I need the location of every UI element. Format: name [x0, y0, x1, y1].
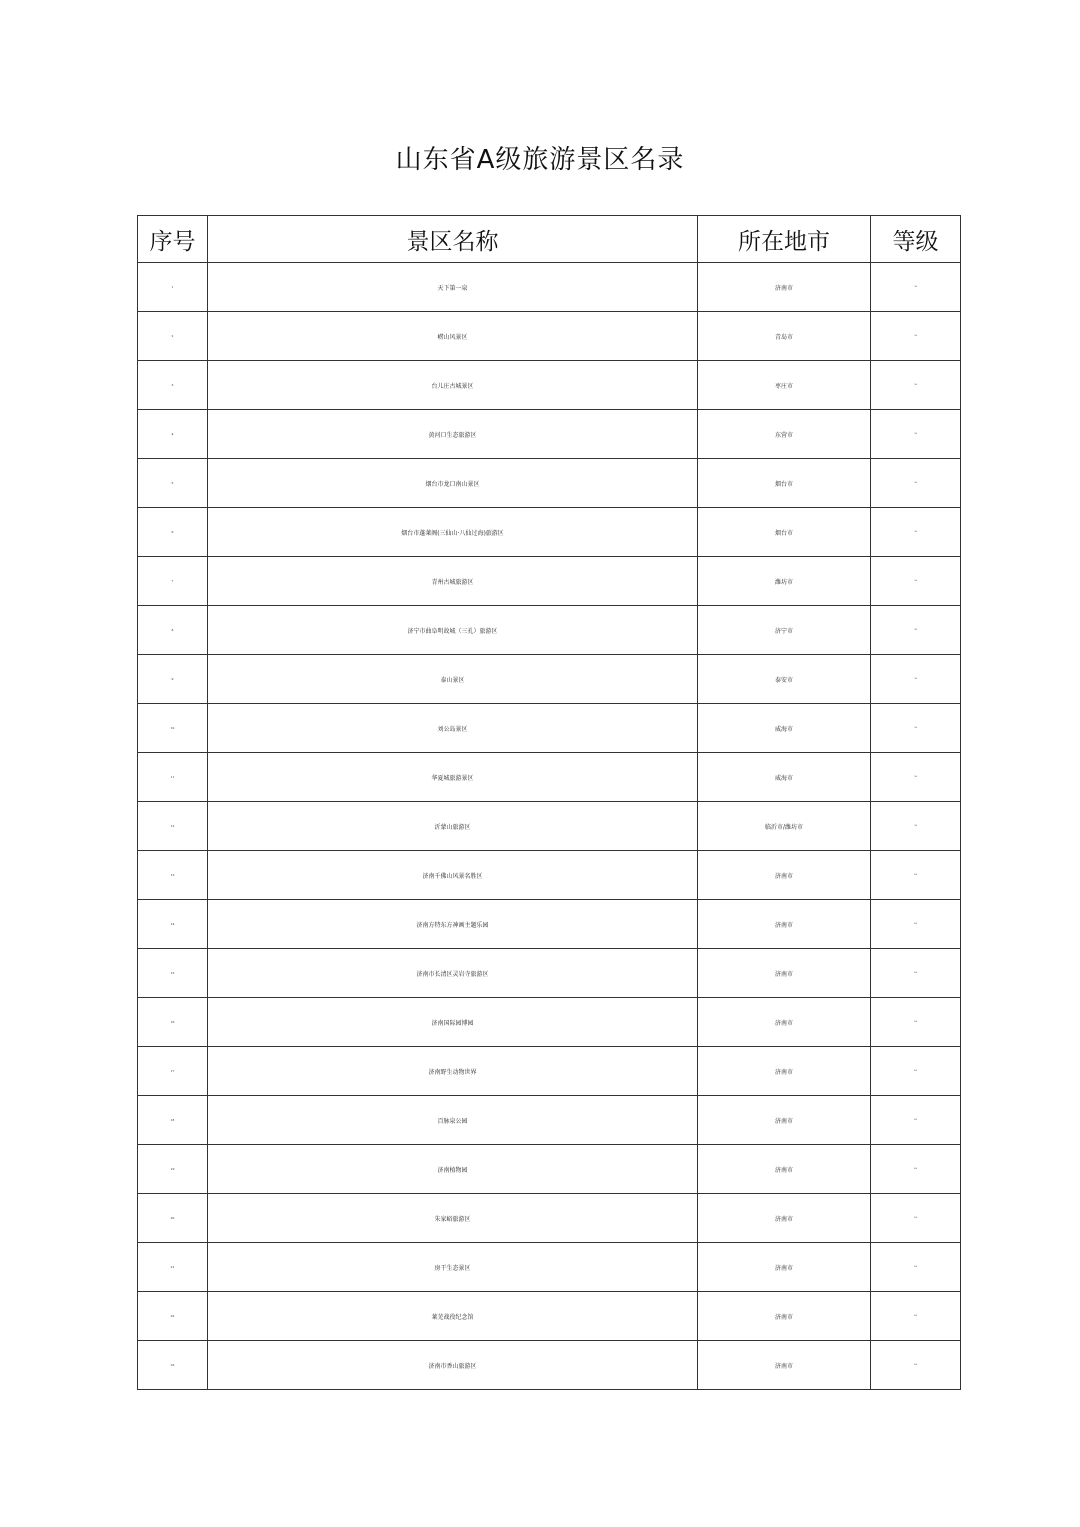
table-row — [138, 949, 961, 998]
name-cell: 莱芜战役纪念馆 — [208, 1292, 698, 1341]
table-row — [138, 1145, 961, 1194]
level-cell: 4A — [871, 900, 961, 949]
table-row — [138, 704, 961, 753]
city-cell: 烟台市 — [698, 508, 871, 557]
name-cell: 华夏城旅游景区 — [208, 753, 698, 802]
num-cell: 20 — [138, 1194, 208, 1243]
city-cell: 泰安市 — [698, 655, 871, 704]
name-cell: 泰山景区 — [208, 655, 698, 704]
name-cell: 济南千佛山风景名胜区 — [208, 851, 698, 900]
num-cell: 2 — [138, 312, 208, 361]
city-cell: 济南市 — [698, 1194, 871, 1243]
header-level: 等级 — [871, 216, 961, 263]
name-cell: 济南野生动物世界 — [208, 1047, 698, 1096]
level-cell: 4A — [871, 949, 961, 998]
table-row — [138, 1096, 961, 1145]
num-cell: 8 — [138, 606, 208, 655]
table-header-row — [138, 216, 961, 263]
header-name: 景区名称 — [208, 216, 698, 263]
name-cell: 沂蒙山旅游区 — [208, 802, 698, 851]
table-row — [138, 900, 961, 949]
city-cell: 济南市 — [698, 1096, 871, 1145]
level-cell: 4A — [871, 851, 961, 900]
city-cell: 济宁市 — [698, 606, 871, 655]
name-cell: 济宁市曲阜明故城（三孔）旅游区 — [208, 606, 698, 655]
num-cell: 12 — [138, 802, 208, 851]
level-cell: 4A — [871, 1096, 961, 1145]
name-cell: 济南市长清区灵岩寺旅游区 — [208, 949, 698, 998]
num-cell: 19 — [138, 1145, 208, 1194]
city-cell: 烟台市 — [698, 459, 871, 508]
level-cell: 5A — [871, 263, 961, 312]
num-cell: 13 — [138, 851, 208, 900]
city-cell: 济南市 — [698, 900, 871, 949]
name-cell: 烟台市龙口南山景区 — [208, 459, 698, 508]
num-cell: 14 — [138, 900, 208, 949]
name-cell: 青州古城旅游区 — [208, 557, 698, 606]
level-cell: 4A — [871, 1243, 961, 1292]
level-cell: 5A — [871, 606, 961, 655]
city-cell: 济南市 — [698, 1145, 871, 1194]
city-cell: 济南市 — [698, 263, 871, 312]
num-cell: 16 — [138, 998, 208, 1047]
table-row — [138, 459, 961, 508]
num-cell: 5 — [138, 459, 208, 508]
num-cell: 21 — [138, 1243, 208, 1292]
num-cell: 18 — [138, 1096, 208, 1145]
city-cell: 济南市 — [698, 1292, 871, 1341]
city-cell: 济南市 — [698, 998, 871, 1047]
city-cell: 济南市 — [698, 949, 871, 998]
level-cell: 5A — [871, 802, 961, 851]
table-row — [138, 1292, 961, 1341]
level-cell: 5A — [871, 312, 961, 361]
num-cell: 15 — [138, 949, 208, 998]
num-cell: 11 — [138, 753, 208, 802]
level-cell: 5A — [871, 557, 961, 606]
num-cell: 17 — [138, 1047, 208, 1096]
city-cell: 济南市 — [698, 851, 871, 900]
name-cell: 崂山风景区 — [208, 312, 698, 361]
header-num: 序号 — [138, 216, 208, 263]
level-cell: 5A — [871, 361, 961, 410]
header-city: 所在地市 — [698, 216, 871, 263]
name-cell: 刘公岛景区 — [208, 704, 698, 753]
table-row — [138, 1047, 961, 1096]
level-cell: 4A — [871, 1145, 961, 1194]
city-cell: 威海市 — [698, 753, 871, 802]
city-cell: 青岛市 — [698, 312, 871, 361]
table-row — [138, 1243, 961, 1292]
table-row — [138, 361, 961, 410]
num-cell: 23 — [138, 1341, 208, 1390]
table-row — [138, 753, 961, 802]
city-cell: 枣庄市 — [698, 361, 871, 410]
level-cell: 4A — [871, 1292, 961, 1341]
table-row — [138, 1194, 961, 1243]
city-cell: 济南市 — [698, 1341, 871, 1390]
city-cell: 威海市 — [698, 704, 871, 753]
name-cell: 济南国际园博园 — [208, 998, 698, 1047]
num-cell: 4 — [138, 410, 208, 459]
name-cell: 济南市香山旅游区 — [208, 1341, 698, 1390]
table-row — [138, 655, 961, 704]
name-cell: 朱家峪旅游区 — [208, 1194, 698, 1243]
name-cell: 济南方特东方神画主题乐园 — [208, 900, 698, 949]
city-cell: 潍坊市 — [698, 557, 871, 606]
num-cell: 6 — [138, 508, 208, 557]
num-cell: 9 — [138, 655, 208, 704]
table-row — [138, 263, 961, 312]
scenic-area-table — [137, 215, 961, 1390]
table-row — [138, 851, 961, 900]
city-cell: 济南市 — [698, 1243, 871, 1292]
level-cell: 4A — [871, 1341, 961, 1390]
table-row — [138, 508, 961, 557]
name-cell: 济南植物园 — [208, 1145, 698, 1194]
table-row — [138, 998, 961, 1047]
level-cell: 5A — [871, 704, 961, 753]
city-cell: 东营市 — [698, 410, 871, 459]
table-row — [138, 1341, 961, 1390]
name-cell: 黄河口生态旅游区 — [208, 410, 698, 459]
num-cell: 3 — [138, 361, 208, 410]
table-row — [138, 410, 961, 459]
level-cell: 5A — [871, 459, 961, 508]
num-cell: 7 — [138, 557, 208, 606]
level-cell: 5A — [871, 508, 961, 557]
page-title: 山东省A级旅游景区名录 — [395, 145, 685, 175]
name-cell: 台儿庄古城景区 — [208, 361, 698, 410]
city-cell: 临沂市/潍坊市 — [698, 802, 871, 851]
table-row — [138, 557, 961, 606]
table-row — [138, 802, 961, 851]
level-cell: 4A — [871, 1194, 961, 1243]
level-cell: 5A — [871, 410, 961, 459]
name-cell: 百脉泉公园 — [208, 1096, 698, 1145]
city-cell: 济南市 — [698, 1047, 871, 1096]
name-cell: 天下第一泉 — [208, 263, 698, 312]
table-row — [138, 312, 961, 361]
num-cell: 10 — [138, 704, 208, 753]
num-cell: 1 — [138, 263, 208, 312]
num-cell: 22 — [138, 1292, 208, 1341]
name-cell: 烟台市蓬莱阁(三仙山·八仙过海)旅游区 — [208, 508, 698, 557]
level-cell: 4A — [871, 1047, 961, 1096]
table-row — [138, 606, 961, 655]
level-cell: 5A — [871, 753, 961, 802]
name-cell: 房干生态景区 — [208, 1243, 698, 1292]
level-cell: 4A — [871, 998, 961, 1047]
level-cell: 5A — [871, 655, 961, 704]
table-body — [138, 263, 961, 1390]
